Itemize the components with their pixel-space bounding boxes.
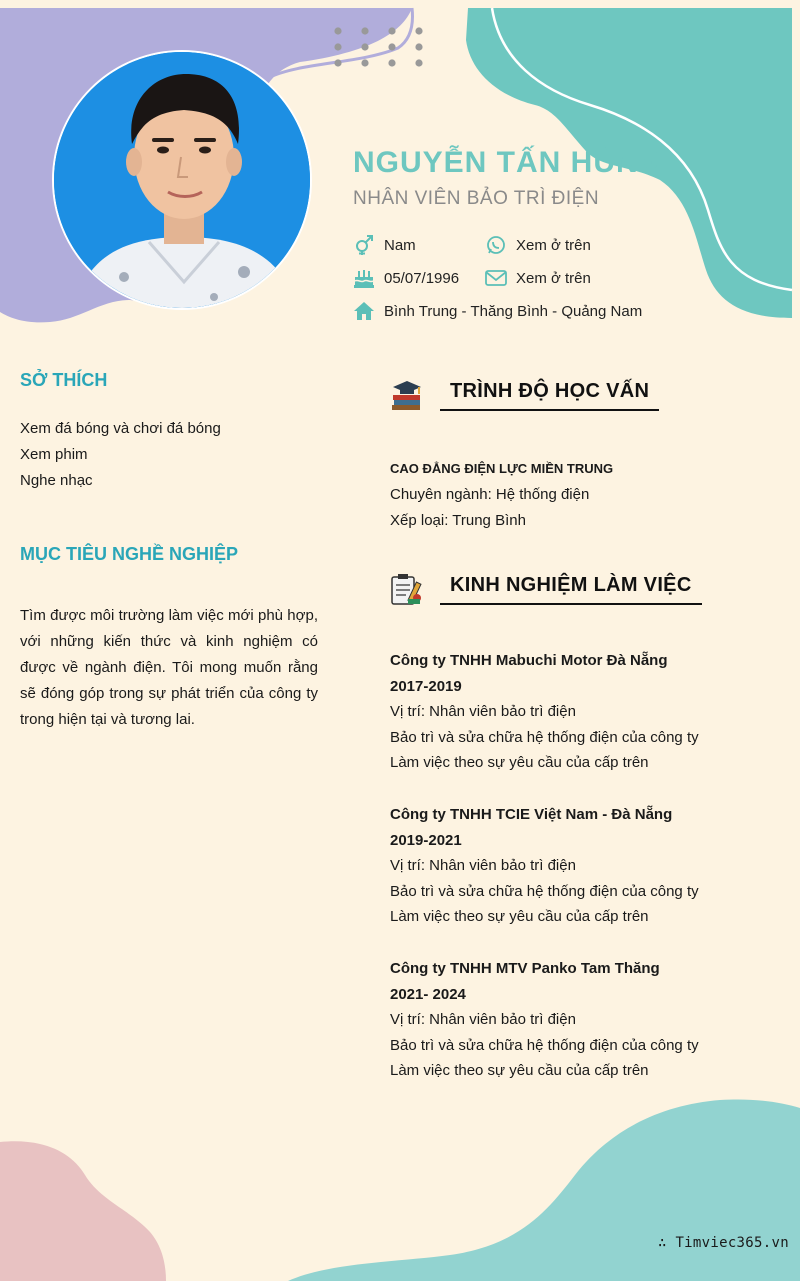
job-duty: Làm việc theo sự yêu cầu của cấp trên — [390, 754, 649, 771]
gender-value: Nam — [384, 236, 416, 254]
job-title: NHÂN VIÊN BẢO TRÌ ĐIỆN — [353, 188, 600, 209]
education-heading: TRÌNH ĐỘ HỌC VẤN — [440, 380, 659, 411]
education-major: Chuyên ngành: Hệ thống điện — [390, 486, 590, 503]
experience-heading: KINH NGHIỆM LÀM VIỆC — [440, 574, 702, 605]
job-company: Công ty TNHH TCIE Việt Nam - Đà Nẵng — [390, 806, 673, 823]
address-value: Bình Trung - Thăng Bình - Quảng Nam — [384, 302, 643, 320]
school-name: CAO ĐẲNG ĐIỆN LỰC MIỀN TRUNG — [390, 461, 614, 476]
objective-text: Tìm được môi trường làm việc mới phù hợp, với những kiến thức và kinh nghiệm có được về ngành điện. Tôi mong muốn rằng sẽ đóng góp trong sự phát triển của công ty trong hiện tại và tương lai. — [20, 607, 318, 728]
job-duty: Bảo trì và sửa chữa hệ thống điện của công ty — [390, 882, 699, 900]
education-entry — [390, 456, 613, 534]
birthday-value: 05/07/1996 — [384, 269, 460, 287]
gender-row — [353, 234, 416, 256]
home-icon — [353, 300, 375, 322]
job-position: Vị trí: Nhân viên bảo trì điện — [390, 857, 576, 874]
job-duty: Làm việc theo sự yêu cầu của cấp trên — [390, 908, 649, 925]
hobbies-heading: SỞ THÍCH — [20, 370, 108, 390]
job-duty: Bảo trì và sửa chữa hệ thống điện của công ty — [390, 728, 699, 746]
job-company: Công ty TNHH MTV Panko Tam Thăng — [390, 960, 660, 977]
birthday-cake-icon — [353, 267, 375, 289]
job-period: 2019-2021 — [390, 831, 462, 849]
candidate-name: NGUYỄN TẤN HÙNG — [353, 146, 664, 179]
email-value: Xem ở trên — [516, 269, 591, 287]
email-row — [485, 267, 591, 289]
objective-heading: MỤC TIÊU NGHỀ NGHIỆP — [20, 544, 239, 564]
birthday-row — [353, 267, 459, 289]
phone-icon — [485, 234, 507, 256]
job-entry — [390, 648, 699, 776]
portrait-photo-icon — [54, 52, 312, 310]
phone-row — [485, 234, 591, 256]
job-entry — [390, 802, 699, 930]
education-grade: Xếp loại: Trung Bình — [390, 512, 526, 529]
gender-icon — [353, 234, 375, 256]
job-entry — [390, 956, 699, 1084]
address-row — [353, 300, 642, 322]
job-position: Vị trí: Nhân viên bảo trì điện — [390, 1011, 576, 1028]
site-watermark: ∴ Timviec365.vn — [658, 1235, 789, 1251]
resume-clipboard-icon — [390, 572, 424, 606]
hobby-item: Nghe nhạc — [20, 472, 93, 489]
phone-value: Xem ở trên — [516, 236, 591, 254]
education-section-header — [390, 378, 659, 412]
job-position: Vị trí: Nhân viên bảo trì điện — [390, 703, 576, 720]
hobby-item: Xem phim — [20, 446, 88, 463]
experience-section-header — [390, 572, 702, 606]
hobby-item: Xem đá bóng và chơi đá bóng — [20, 420, 221, 437]
graduation-books-icon — [390, 378, 424, 412]
job-company: Công ty TNHH Mabuchi Motor Đà Nẵng — [390, 652, 668, 669]
hobbies-list — [20, 416, 221, 494]
job-period: 2021- 2024 — [390, 985, 466, 1003]
profile-photo — [52, 50, 312, 310]
envelope-icon — [485, 267, 507, 289]
job-duty: Làm việc theo sự yêu cầu của cấp trên — [390, 1062, 649, 1079]
job-period: 2017-2019 — [390, 677, 462, 695]
job-duty: Bảo trì và sửa chữa hệ thống điện của công ty — [390, 1036, 699, 1054]
